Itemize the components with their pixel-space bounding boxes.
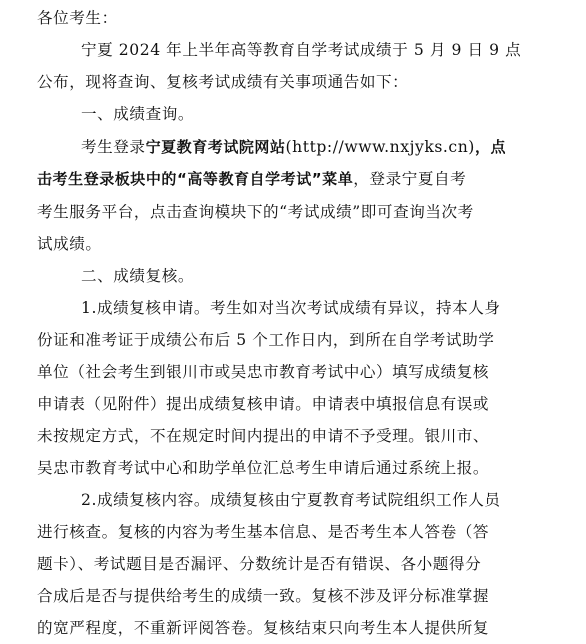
text-segment: (http://www.nxjyks.cn) xyxy=(285,138,475,156)
paragraph-line xyxy=(0,324,494,356)
text-segment: 试成绩。 xyxy=(37,235,102,253)
paragraph-line xyxy=(0,163,466,195)
paragraph-line xyxy=(0,98,194,130)
paragraph-line xyxy=(0,484,501,516)
text-segment: 的宽严程度，不重新评阅答卷。复核结束只向考生本人提供所复 xyxy=(37,619,490,637)
paragraph-line xyxy=(0,2,118,34)
text-segment: 申请表（见附件）提出成绩复核申请。申请表中填报信息有误或 xyxy=(37,395,490,413)
paragraph-line xyxy=(0,196,474,228)
text-segment: 吴忠市教育考试中心和助学单位汇总考生申请后通过系统上报。 xyxy=(37,459,490,477)
paragraph-line xyxy=(0,292,501,324)
paragraph-line xyxy=(0,580,489,612)
text-segment: 考生服务平台，点击查询模块下的“考试成绩”即可查询当次考 xyxy=(37,203,474,221)
text-segment: 二、成绩复核。 xyxy=(81,267,195,285)
text-segment: 未按规定方式，不在规定时间内提出的申请不予受理。银川市、 xyxy=(37,427,490,445)
paragraph-line xyxy=(0,548,481,580)
paragraph-line xyxy=(0,34,521,66)
paragraph-line xyxy=(0,131,506,163)
paragraph-line xyxy=(0,66,408,98)
text-segment: 一、成绩查询。 xyxy=(81,105,195,123)
paragraph-line xyxy=(0,516,489,548)
text-segment: 单位（社会考生到银川市或吴忠市教育考试中心）填写成绩复核 xyxy=(37,363,490,381)
paragraph-line xyxy=(0,612,489,644)
text-segment: 题卡）、考试题目是否漏评、分数统计是否有错误、各小题得分 xyxy=(37,555,482,573)
text-segment: 1.成绩复核申请。考生如对当次考试成绩有异议，持本人身 xyxy=(81,299,501,317)
text-segment: 进行核查。复核的内容为考生基本信息、是否考生本人答卷（答 xyxy=(37,523,490,541)
text-segment: 公布，现将查询、复核考试成绩有关事项通告如下： xyxy=(37,73,409,91)
text-segment: ，登录宁夏自考 xyxy=(353,170,467,188)
bold-text-segment: 击考生登录板块中的“高等教育自学考试”菜单 xyxy=(37,170,354,188)
bold-text-segment: 宁夏教育考试院网站 xyxy=(145,138,286,156)
text-segment: 考生登录 xyxy=(81,138,146,156)
text-segment: 份证和准考证于成绩公布后 5 个工作日内，到所在自学考试助学 xyxy=(37,331,495,349)
paragraph-line xyxy=(0,260,194,292)
paragraph-line xyxy=(0,388,489,420)
text-segment: 宁夏 2024 年上半年高等教育自学考试成绩于 5 月 9 日 9 点 xyxy=(81,41,522,59)
text-segment: 合成后是否与提供给考生的成绩一致。复核不涉及评分标准掌握 xyxy=(37,587,490,605)
paragraph-line xyxy=(0,356,489,388)
text-segment: 各位考生： xyxy=(37,9,118,27)
text-segment: 2.成绩复核内容。成绩复核由宁夏教育考试院组织工作人员 xyxy=(81,491,501,509)
paragraph-line xyxy=(0,452,489,484)
paragraph-line xyxy=(0,420,489,452)
bold-text-segment: ，点 xyxy=(474,138,507,156)
paragraph-line xyxy=(0,228,102,260)
